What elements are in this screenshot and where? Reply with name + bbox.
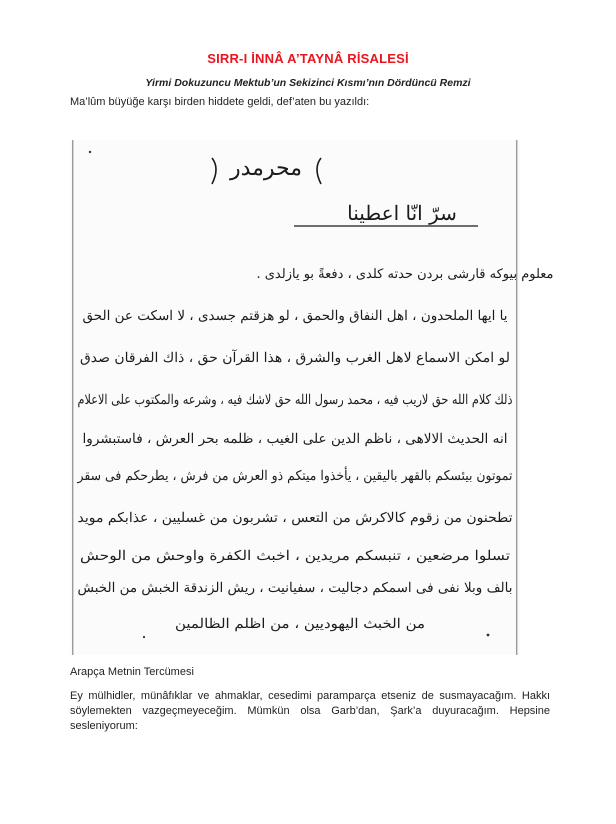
manuscript-image — [70, 140, 554, 655]
page-subtitle: Yirmi Dokuzuncu Mektub’un Sekizinci Kısmı’nın Dördüncü Remzi — [145, 77, 471, 89]
manuscript-line: لو امكن الاسماع لاهل الغرب والشرق ، هذا القرآن حق ، ذاك الفرقان صدق — [80, 350, 497, 366]
manuscript-heading: سرّ انّا اعطينا — [347, 201, 457, 225]
manuscript-line: تسلوا مرضعين ، تنبسكم مريدين ، اخبث الكفرة واوحش من الوحش — [80, 548, 511, 564]
manuscript-line: بالف وبلا نفى فى اسمكم دجاليت ، سفيانيت ، ريش الزندقة الخبش من الخبش — [77, 580, 513, 596]
manuscript-line: ذلك كلام الله حق لاريب فيه ، محمد رسول الله حق لاشك فيه ، وشرعه والمكتوب على الاعلام — [77, 392, 513, 408]
translation-paragraph: Ey mülhidler, münâfıklar ve ahmaklar, cesedimi paramparça etseniz de susmayacağım. Hakkı söylemekten vazgeçmeyeceğim. Mümkün olsa Garb’dan, Şark’a duyuracağım. Hepsine sesleniyorum: — [70, 690, 550, 732]
ink-speck — [143, 636, 145, 638]
intro-paragraph: Ma’lûm büyüğe karşı birden hiddete geldi, def’aten bu yazıldı: — [70, 96, 370, 108]
manuscript-line: معلوم بيوكه قارشى بردن حدته كلدى ، دفعةً بو يازلدى . — [256, 267, 554, 282]
ink-speck — [89, 151, 91, 153]
manuscript-line: يا ايها الملحدون ، اهل النفاق والحمق ، لو هزقتم جسدى ، لا اسكت عن الحق — [82, 308, 508, 324]
scan-right-edge — [516, 140, 517, 655]
translation-heading: Arapça Metnin Tercümesi — [70, 666, 194, 678]
manuscript-header-word: محرمدر — [229, 156, 303, 181]
manuscript-line: تموتون بيئسكم بالقهر باليقين ، يأخذوا ميتكم ذو العرش من فرش ، يطرحكم فى سقر — [77, 468, 551, 484]
manuscript-line: انه الحديث الالاهى ، ناظم الدين على الغيب ، ظلمه بحر العرش ، فاستبشروا — [82, 431, 508, 447]
manuscript-line: من الخبث اليهوديين ، من اظلم الظالمين — [175, 616, 425, 632]
page-title: SIRR-I İNNÂ A’TAYNÂ RİSALESİ — [207, 51, 409, 66]
ink-speck — [487, 634, 490, 637]
scan-left-edge — [72, 140, 73, 655]
manuscript-line: تطحنون من زقوم كالاكرش من التعس ، تشربون من غسليين ، عذابكم مويد — [77, 510, 513, 526]
manuscript-scan — [70, 140, 554, 655]
